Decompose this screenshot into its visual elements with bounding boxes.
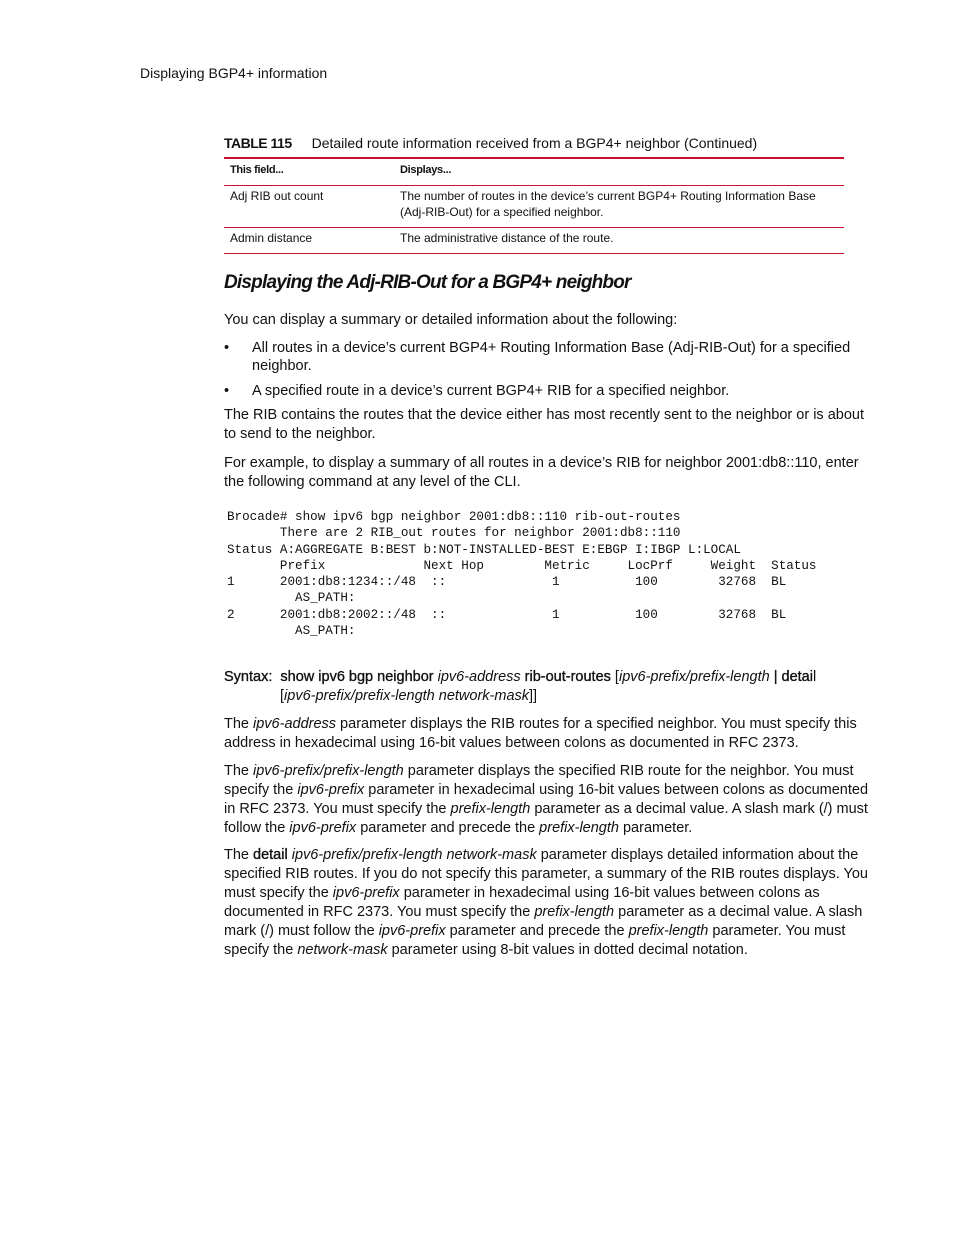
text: parameter using 8-bit values in dotted decimal notation. [387, 942, 748, 958]
syntax-arg: ipv6-address [437, 669, 521, 685]
param-keyword: detail [253, 847, 288, 863]
syntax-keyword: | detai [773, 669, 813, 685]
rib-paragraph: The RIB contains the routes that the device either has most recently sent to the neighbor or is about to send to the neighbor. [224, 407, 864, 442]
param-term: prefix-length [539, 820, 619, 836]
syntax-continuation: [ipv6-prefix/prefix-length network-mask]] [280, 688, 538, 704]
param-term: ipv6-prefix [289, 820, 357, 836]
code-line: Brocade# show ipv6 bgp neighbor 2001:db8::110 rib-out-routes [227, 510, 681, 524]
cli-output [227, 509, 816, 639]
section-heading: Displaying the Adj-RIB-Out for a BGP4+ neighbor [224, 272, 631, 293]
param-paragraph-prefix [224, 762, 870, 838]
text: parameter displays the RIB routes for a specified neighbor. You must specify this address in hexadecimal using 16-bit values between colons as documented in RFC 2373. [224, 716, 857, 751]
table-caption [224, 135, 757, 151]
code-line: AS_PATH: [227, 591, 356, 606]
syntax-command: show ipv6 bgp neighbor [280, 669, 434, 685]
text: parameter in hexadecimal using 16-bit values between colons as documented in RFC 2373. You must specify the [224, 782, 869, 817]
displays-cell: The administrative distance of the route. [394, 228, 844, 254]
param-term: ipv6-prefix [378, 923, 446, 939]
text: parameter as a decimal value. A slash mark (/) must follow the [224, 801, 868, 836]
text: parameter and precede the [356, 820, 540, 836]
param-paragraph-address [224, 715, 870, 753]
text: parameter. You must specify the [224, 923, 846, 958]
text: parameter displays the specified RIB route for the neighbor. You must specify the [224, 763, 854, 798]
bullet-icon: • [224, 383, 230, 399]
field-cell: Adj RIB out count [224, 186, 394, 228]
example-paragraph: For example, to display a summary of all routes in a device’s RIB for neighbor 2001:db8::110, enter the following command at any level of the CLI. [224, 455, 859, 490]
code-line: 2 2001:db8:2002::/48 :: 1 100 32768 BL [227, 607, 787, 622]
table-number: TABLE 115 [224, 135, 292, 151]
field-cell: Admin distance [224, 228, 394, 254]
syntax-arg: ipv6-prefix/prefix-length network-mask [284, 688, 530, 704]
running-header: Displaying BGP4+ information [140, 65, 328, 81]
column-header-field: This field... [224, 158, 394, 186]
list-item [224, 382, 870, 400]
text: parameter in hexadecimal using 16-bit values between colons as documented in RFC 2373. You must specify the [224, 885, 820, 920]
text: parameter. [618, 820, 693, 836]
column-header-displays: Displays... [394, 158, 844, 186]
code-line: 1 2001:db8:1234::/48 :: 1 100 32768 BL [227, 575, 787, 590]
syntax-tail: l [812, 669, 817, 685]
text: parameter and precede the [445, 923, 629, 939]
text: The [224, 847, 254, 863]
param-term: ipv6-prefix [332, 885, 400, 901]
table-header-row [224, 158, 844, 186]
syntax-arg: ipv6-prefix/prefix-length [618, 669, 770, 685]
syntax-label: Syntax: [224, 669, 273, 685]
table-row [224, 228, 844, 254]
param-term: prefix-length [628, 923, 709, 939]
param-paragraph-detail [224, 846, 870, 960]
param-term: ipv6-prefix [297, 782, 365, 798]
list-item-text: A specified route in a device’s current BGP4+ RIB for a specified neighbor. [252, 383, 730, 399]
table-title: Detailed route information received from a BGP4+ neighbor (Continued) [311, 135, 758, 151]
param-term: prefix-length [450, 801, 531, 817]
table-row [224, 186, 844, 228]
param-term: ipv6-prefix/prefix-length [253, 763, 404, 779]
displays-cell: The number of routes in the device’s current BGP4+ Routing Information Base (Adj-RIB-Out) for a specified neighbor. [394, 186, 844, 228]
text: The [224, 716, 254, 732]
text: The [224, 763, 254, 779]
param-term: prefix-length [534, 904, 615, 920]
field-table [224, 157, 844, 254]
intro-paragraph: You can display a summary or detailed information about the following: [224, 312, 678, 328]
param-term: network-mask [297, 942, 388, 958]
code-line: Prefix Next Hop Metric LocPrf Weight Status [227, 558, 817, 573]
param-term: ipv6-prefix/prefix-length network-mask [287, 847, 537, 863]
param-term: ipv6-address [253, 716, 337, 732]
code-line: Status A:AGGREGATE B:BEST b:NOT-INSTALLED-BEST E:EBGP I:IBGP L:LOCAL [227, 542, 741, 557]
code-line: AS_PATH: [227, 624, 356, 639]
list-item [224, 339, 870, 375]
syntax-keyword: rib-out-routes [524, 669, 611, 685]
bullet-icon: • [224, 340, 230, 356]
text: parameter as a decimal value. A slash mark (/) must follow the [224, 904, 863, 939]
code-line: There are 2 RIB_out routes for neighbor 2001:db8::110 [227, 526, 681, 541]
text: parameter displays detailed information about the specified RIB routes. If you do not specify this parameter, a summary of the RIB routes displays. You must specify the [224, 847, 868, 901]
list-item-text: All routes in a device’s current BGP4+ Routing Information Base (Adj-RIB-Out) for a specified neighbor. [252, 340, 851, 374]
syntax-block: Syntax: show ipv6 bgp neighbor ipv6-address rib-out-routes [ipv6-prefix/prefix-length | detail [ipv6-prefix/prefix-length network-mask]] [224, 668, 870, 706]
